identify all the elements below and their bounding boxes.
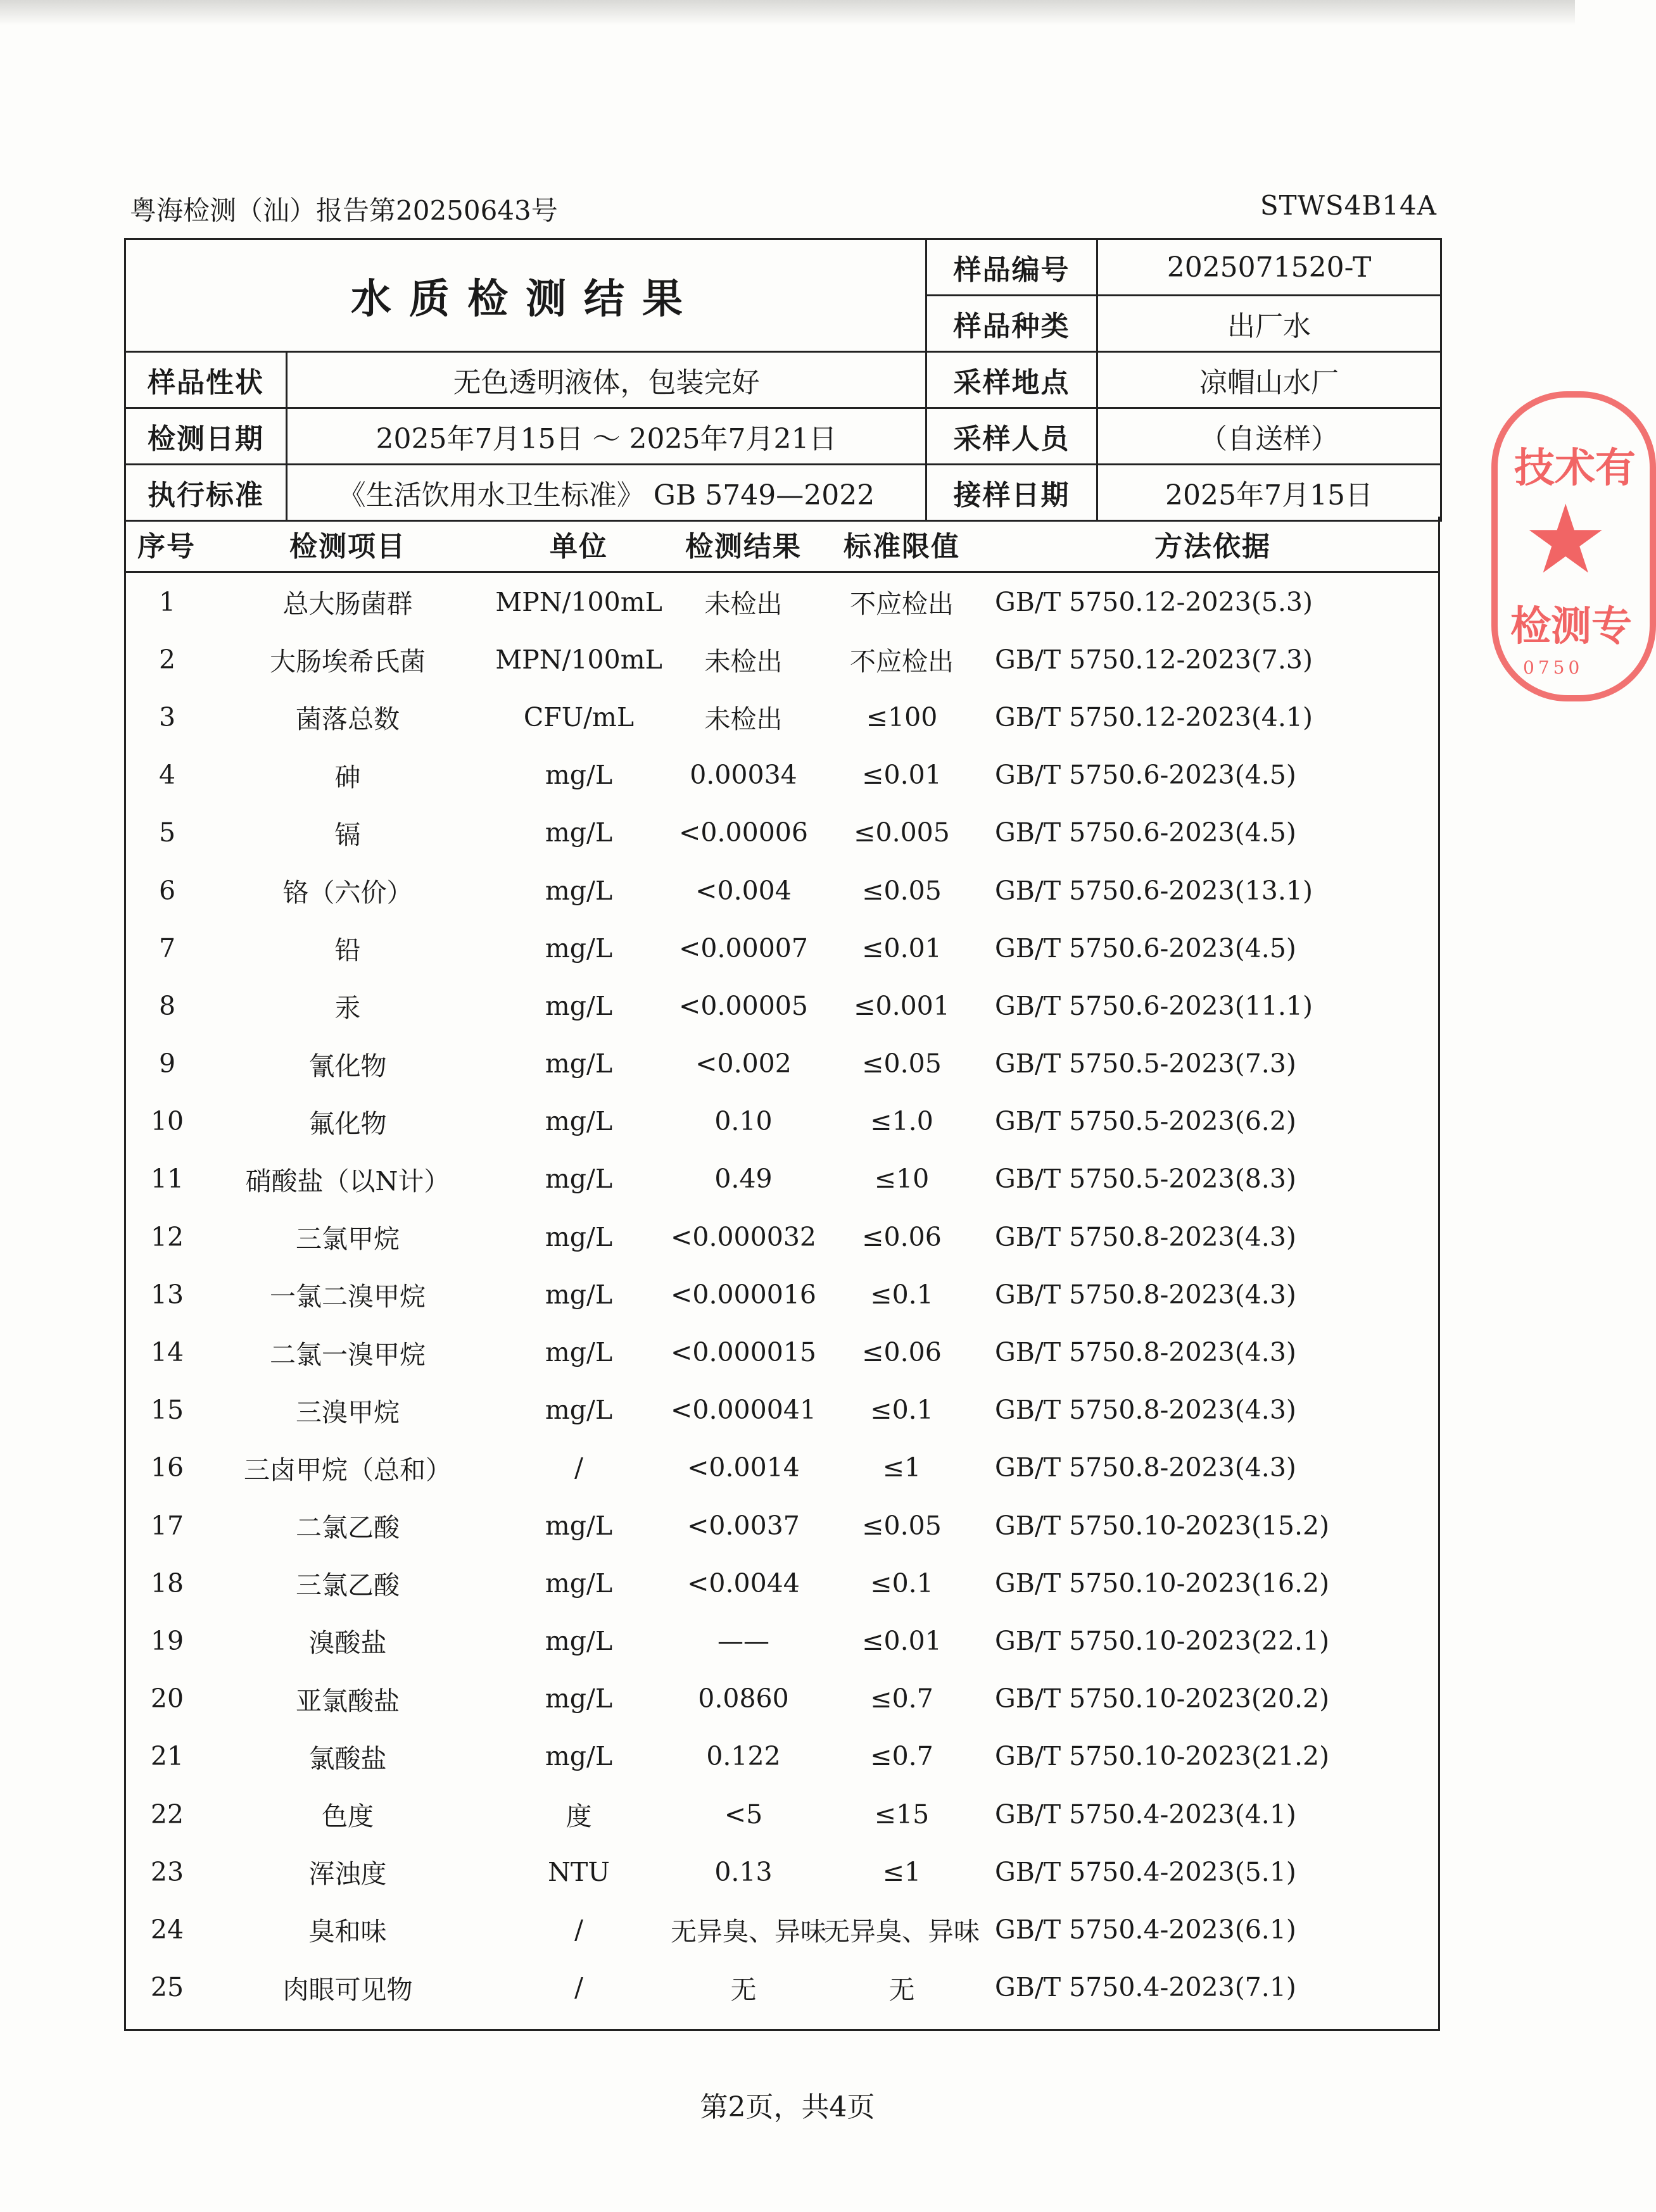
results-body [126, 572, 1438, 2016]
cell-item: 二氯一溴甲烷 [270, 1339, 426, 1370]
cell-item: 汞 [334, 993, 361, 1024]
sampling-site-label: 采样地点 [926, 352, 1097, 408]
sample-type-value: 出厂水 [1097, 296, 1441, 352]
cell-unit: mg/L [545, 875, 613, 906]
cell-unit: mg/L [545, 990, 613, 1021]
cell-unit: NTU [548, 1856, 610, 1887]
cell-method: GB/T 5750.12-2023(4.1) [995, 701, 1313, 732]
cell-result: 0.10 [714, 1106, 773, 1137]
cell-result: <0.000016 [671, 1279, 816, 1310]
cell-method: GB/T 5750.4-2023(5.1) [995, 1856, 1296, 1887]
cell-result: <0.00007 [679, 933, 808, 964]
cell-index: 15 [150, 1395, 184, 1426]
cell-item: 臭和味 [308, 1916, 387, 1947]
cell-unit: / [574, 1452, 583, 1483]
cell-index: 20 [150, 1683, 184, 1714]
cell-limit: ≤0.005 [854, 817, 950, 848]
table-row [126, 1093, 1438, 1150]
cell-item: 氰化物 [308, 1050, 387, 1081]
table-row [126, 1785, 1438, 1843]
cell-method: GB/T 5750.6-2023(4.5) [995, 760, 1296, 791]
col-header-unit: 单位 [487, 517, 671, 572]
table-row [126, 1208, 1438, 1266]
cell-result: 无异臭、异味 [671, 1916, 826, 1947]
appearance-label: 样品性状 [125, 352, 287, 408]
cell-result: <0.002 [695, 1048, 792, 1079]
cell-result: 0.49 [714, 1164, 773, 1195]
cell-item: 菌落总数 [296, 704, 400, 735]
table-row [126, 1439, 1438, 1497]
cell-item: 三氯乙酸 [296, 1570, 400, 1601]
cell-index: 22 [150, 1799, 184, 1830]
cell-result: <0.0044 [687, 1568, 800, 1599]
cell-method: GB/T 5750.5-2023(6.2) [995, 1106, 1296, 1137]
cell-index: 7 [158, 933, 176, 964]
sampler-value: （自送样） [1097, 408, 1441, 465]
scan-edge [0, 0, 1575, 25]
table-row [126, 746, 1438, 804]
cell-unit: mg/L [545, 1568, 613, 1599]
appearance-value: 无色透明液体，包装完好 [287, 352, 926, 408]
cell-unit: / [574, 1972, 583, 2003]
document-code: STWS4B14A [1260, 190, 1437, 221]
cell-result: <0.000032 [671, 1221, 816, 1252]
cell-method: GB/T 5750.6-2023(11.1) [995, 990, 1313, 1021]
cell-result: <0.0037 [687, 1510, 800, 1541]
cell-index: 10 [150, 1106, 184, 1137]
table-row [126, 804, 1438, 862]
cell-method: GB/T 5750.12-2023(7.3) [995, 644, 1313, 675]
cell-limit: ≤0.1 [870, 1568, 933, 1599]
cell-method: GB/T 5750.4-2023(6.1) [995, 1914, 1296, 1945]
cell-unit: mg/L [545, 1510, 613, 1541]
cell-index: 9 [158, 1048, 176, 1079]
cell-index: 12 [150, 1221, 184, 1252]
cell-limit: ≤0.06 [862, 1337, 942, 1368]
cell-item: 氯酸盐 [308, 1743, 387, 1774]
page-title: 水质检测结果 [125, 239, 926, 352]
cell-item: 三溴甲烷 [296, 1397, 400, 1428]
table-row [126, 572, 1438, 631]
cell-unit: mg/L [545, 1106, 613, 1137]
cell-index: 11 [150, 1164, 184, 1195]
cell-limit: ≤0.05 [862, 875, 942, 906]
cell-unit: / [574, 1914, 583, 1945]
cell-index: 25 [150, 1972, 184, 2003]
cell-unit: mg/L [545, 760, 613, 791]
cell-result: <0.000041 [671, 1395, 816, 1426]
cell-method: GB/T 5750.8-2023(4.3) [995, 1279, 1296, 1310]
cell-unit: mg/L [545, 1279, 613, 1310]
cell-result: 0.0860 [698, 1683, 789, 1714]
cell-item: 硝酸盐（以N计） [245, 1166, 450, 1197]
table-row [126, 862, 1438, 919]
sample-type-label: 样品种类 [926, 296, 1097, 352]
page-number: 第2页，共4页 [700, 2091, 875, 2123]
cell-index: 13 [150, 1279, 184, 1310]
cell-method: GB/T 5750.12-2023(5.3) [995, 586, 1313, 617]
cell-index: 3 [158, 701, 176, 732]
cell-result: 0.122 [706, 1741, 781, 1772]
receive-date-value: 2025年7月15日 [1097, 465, 1441, 521]
cell-result: 无 [730, 1974, 757, 2005]
cell-method: GB/T 5750.8-2023(4.3) [995, 1337, 1296, 1368]
cell-limit: ≤1 [882, 1856, 921, 1887]
cell-method: GB/T 5750.8-2023(4.3) [995, 1452, 1296, 1483]
star-icon: ★ [1523, 485, 1609, 595]
cell-index: 16 [150, 1452, 184, 1483]
cell-result: <0.0014 [687, 1452, 800, 1483]
cell-item: 肉眼可见物 [282, 1974, 413, 2005]
cell-item: 三氯甲烷 [296, 1224, 400, 1255]
cell-item: 浑浊度 [308, 1859, 387, 1890]
cell-index: 2 [158, 644, 176, 675]
results-header-row [126, 517, 1438, 572]
table-row [126, 1323, 1438, 1381]
cell-item: 氟化物 [308, 1108, 387, 1139]
report-number: 粤海检测（汕）报告第20250643号 [130, 195, 558, 226]
cell-unit: 度 [566, 1801, 592, 1832]
cell-item: 铅 [334, 935, 361, 966]
cell-limit: ≤0.001 [854, 990, 950, 1021]
cell-item: 三卤甲烷（总和） [244, 1454, 452, 1485]
cell-limit: ≤1 [882, 1452, 921, 1483]
table-row [126, 1670, 1438, 1728]
cell-limit: ≤15 [874, 1799, 930, 1830]
cell-method: GB/T 5750.6-2023(4.5) [995, 933, 1296, 964]
cell-index: 8 [158, 990, 176, 1021]
table-row [126, 1266, 1438, 1323]
cell-unit: mg/L [545, 1395, 613, 1426]
cell-unit: mg/L [545, 1164, 613, 1195]
cell-method: GB/T 5750.10-2023(16.2) [995, 1568, 1330, 1599]
cell-unit: mg/L [545, 1337, 613, 1368]
table-row [126, 1612, 1438, 1669]
cell-limit: ≤10 [874, 1164, 930, 1195]
cell-limit: ≤0.7 [870, 1683, 933, 1714]
cell-result: <0.00005 [679, 990, 808, 1021]
cell-result: 未检出 [704, 704, 783, 735]
cell-result: —— [717, 1625, 769, 1656]
cell-limit: ≤0.1 [870, 1395, 933, 1426]
cell-result: 0.00034 [690, 760, 797, 791]
cell-result: <0.004 [695, 875, 792, 906]
table-row [126, 1381, 1438, 1439]
cell-unit: mg/L [545, 1683, 613, 1714]
cell-item: 砷 [334, 762, 361, 793]
cell-method: GB/T 5750.8-2023(4.3) [995, 1395, 1296, 1426]
cell-result: <0.00006 [679, 817, 808, 848]
cell-index: 24 [150, 1914, 184, 1945]
cell-item: 镉 [334, 819, 361, 850]
cell-limit: ≤0.1 [870, 1279, 933, 1310]
col-header-method: 方法依据 [987, 517, 1438, 572]
cell-method: GB/T 5750.6-2023(13.1) [995, 875, 1313, 906]
cell-result: 未检出 [704, 589, 783, 620]
cell-method: GB/T 5750.10-2023(20.2) [995, 1683, 1330, 1714]
col-header-item: 检测项目 [208, 517, 487, 572]
table-row [126, 1901, 1438, 1958]
cell-index: 21 [150, 1741, 184, 1772]
cell-method: GB/T 5750.10-2023(22.1) [995, 1625, 1330, 1656]
col-header-result: 检测结果 [671, 517, 816, 572]
cell-item: 色度 [322, 1801, 374, 1832]
cell-limit: 不应检出 [850, 589, 954, 620]
cell-limit: ≤100 [866, 701, 938, 732]
cell-result: 未检出 [704, 646, 783, 677]
sample-info-table [124, 238, 1442, 522]
cell-item: 一氯二溴甲烷 [270, 1281, 426, 1312]
cell-method: GB/T 5750.8-2023(4.3) [995, 1221, 1296, 1252]
red-seal-stamp [1491, 391, 1656, 701]
table-row [126, 1843, 1438, 1901]
test-date-value: 2025年7月15日 ～ 2025年7月21日 [287, 408, 926, 465]
stamp-text-bottom: 检测专 [1510, 603, 1632, 650]
cell-index: 4 [158, 760, 176, 791]
cell-index: 19 [150, 1625, 184, 1656]
cell-unit: mg/L [545, 1741, 613, 1772]
standard-value: 《生活饮用水卫生标准》 GB 5749—2022 [287, 465, 926, 521]
results-table-frame [124, 517, 1440, 2031]
cell-item: 总大肠菌群 [282, 589, 413, 620]
cell-limit: ≤0.01 [862, 933, 942, 964]
table-row [126, 1035, 1438, 1093]
cell-result: <5 [724, 1799, 763, 1830]
cell-method: GB/T 5750.10-2023(21.2) [995, 1741, 1330, 1772]
table-row [126, 977, 1438, 1034]
col-header-index: 序号 [126, 517, 208, 572]
cell-limit: ≤0.05 [862, 1510, 942, 1541]
table-row [126, 1497, 1438, 1554]
cell-unit: mg/L [545, 1625, 613, 1656]
cell-unit: MPN/100mL [495, 644, 662, 675]
cell-limit: ≤0.06 [862, 1221, 942, 1252]
cell-item: 亚氯酸盐 [296, 1685, 400, 1716]
cell-method: GB/T 5750.5-2023(8.3) [995, 1164, 1296, 1195]
cell-unit: mg/L [545, 1221, 613, 1252]
test-date-label: 检测日期 [125, 408, 287, 465]
cell-item: 溴酸盐 [308, 1628, 387, 1659]
standard-label: 执行标准 [125, 465, 287, 521]
sample-no-label: 样品编号 [926, 239, 1097, 296]
results-table [126, 517, 1438, 2016]
cell-method: GB/T 5750.10-2023(15.2) [995, 1510, 1330, 1541]
cell-limit: 无 [888, 1974, 915, 2005]
table-row [126, 1728, 1438, 1785]
cell-index: 23 [150, 1856, 184, 1887]
cell-limit: ≤0.7 [870, 1741, 933, 1772]
cell-limit: 不应检出 [850, 646, 954, 677]
table-row [126, 1959, 1438, 2016]
cell-index: 14 [150, 1337, 184, 1368]
cell-unit: mg/L [545, 817, 613, 848]
table-row [126, 1150, 1438, 1208]
cell-limit: ≤0.05 [862, 1048, 942, 1079]
cell-method: GB/T 5750.4-2023(4.1) [995, 1799, 1296, 1830]
cell-result: 0.13 [714, 1856, 773, 1887]
stamp-text-top: 技术有 [1514, 444, 1636, 492]
cell-limit: 无异臭、异味 [824, 1916, 980, 1947]
table-row [126, 688, 1438, 746]
table-row [126, 631, 1438, 688]
cell-result: <0.000015 [671, 1337, 816, 1368]
cell-limit: ≤1.0 [870, 1106, 933, 1137]
cell-limit: ≤0.01 [862, 1625, 942, 1656]
table-row [126, 1554, 1438, 1612]
receive-date-label: 接样日期 [926, 465, 1097, 521]
cell-method: GB/T 5750.4-2023(7.1) [995, 1972, 1296, 2003]
cell-unit: mg/L [545, 1048, 613, 1079]
cell-unit: mg/L [545, 933, 613, 964]
cell-unit: MPN/100mL [495, 586, 662, 617]
cell-index: 6 [158, 875, 176, 906]
cell-index: 18 [150, 1568, 184, 1599]
cell-item: 二氯乙酸 [296, 1512, 400, 1543]
sampling-site-value: 凉帽山水厂 [1097, 352, 1441, 408]
cell-method: GB/T 5750.6-2023(4.5) [995, 817, 1296, 848]
cell-unit: CFU/mL [523, 701, 635, 732]
col-header-limit: 标准限值 [816, 517, 987, 572]
cell-index: 5 [158, 817, 176, 848]
cell-item: 大肠埃希氏菌 [270, 646, 426, 677]
sample-no-value: 2025071520-T [1097, 239, 1441, 296]
cell-limit: ≤0.01 [862, 760, 942, 791]
cell-index: 1 [158, 586, 176, 617]
stamp-number: 0750 [1523, 657, 1584, 678]
cell-item: 铬（六价） [282, 877, 413, 908]
sampler-label: 采样人员 [926, 408, 1097, 465]
cell-method: GB/T 5750.5-2023(7.3) [995, 1048, 1296, 1079]
table-row [126, 919, 1438, 977]
cell-index: 17 [150, 1510, 184, 1541]
